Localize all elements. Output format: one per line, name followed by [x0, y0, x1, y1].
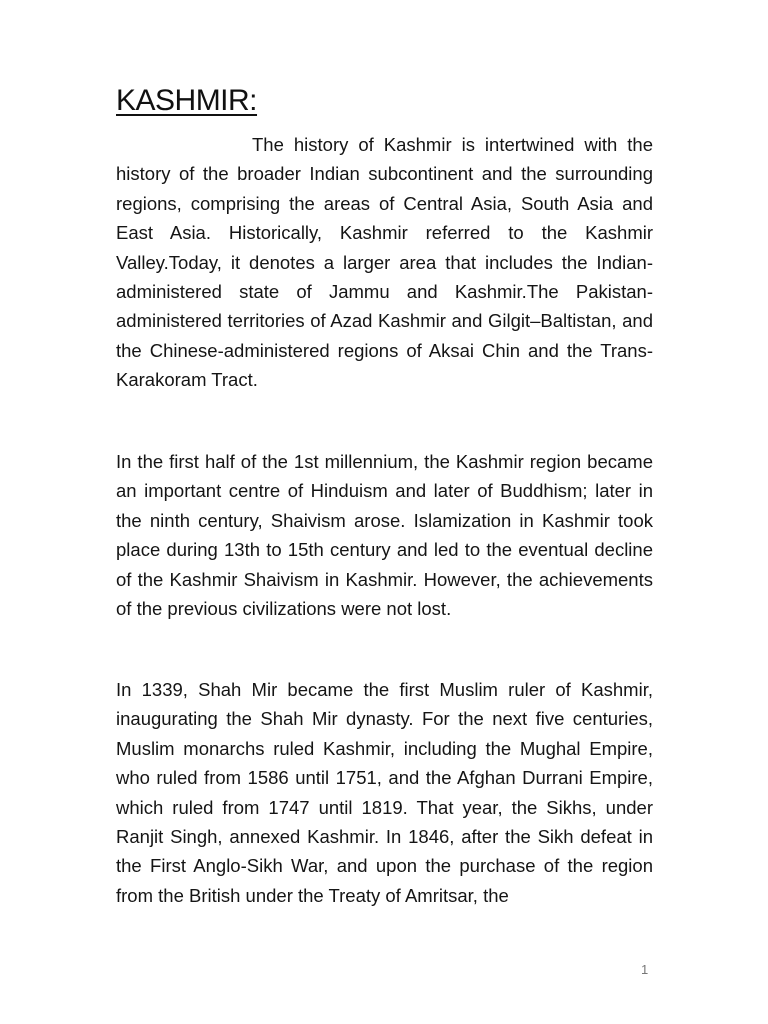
paragraph-history-overview: The history of Kashmir is intertwined with the history of the broader Indian subcontinent and the surrounding regions, comprising the areas of Central Asia, South Asia and East Asia. Historically, Kashmir referred to the Kashmir Valley.Today, it denotes a larger area that includes the Indian-administered state of Jammu and Kashmir.The Pakistan-administered territories of Azad Kashmir and Gilgit–Baltistan, and the Chinese-administered regions of Aksai Chin and the Trans-Karakoram Tract.	[116, 134, 653, 391]
document-title: KASHMIR:	[116, 84, 258, 117]
page-number: 1	[641, 962, 649, 977]
paragraph-first-millennium: In the first half of the 1st millennium, the Kashmir region became an important centre of Hinduism and later of Buddhism; later in the ninth century, Shaivism arose. Islamization in Kashmir took place during 13th to 15th century and led to the eventual decline of the Kashmir Shaivism in Kashmir. However, the achievements of the previous civilizations were not lost.	[116, 451, 653, 620]
paragraph-muslim-rule: In 1339, Shah Mir became the first Muslim ruler of Kashmir, inaugurating the Shah Mir dynasty. For the next five centuries, Muslim monarchs ruled Kashmir, including the Mughal Empire, who ruled from 1586 until 1751, and the Afghan Durrani Empire, which ruled from 1747 until 1819. That year, the Sikhs, under Ranjit Singh, annexed Kashmir. In 1846, after the Sikh defeat in the First Anglo-Sikh War, and upon the purchase of the region from the British under the Treaty of Amritsar, the	[116, 679, 653, 906]
